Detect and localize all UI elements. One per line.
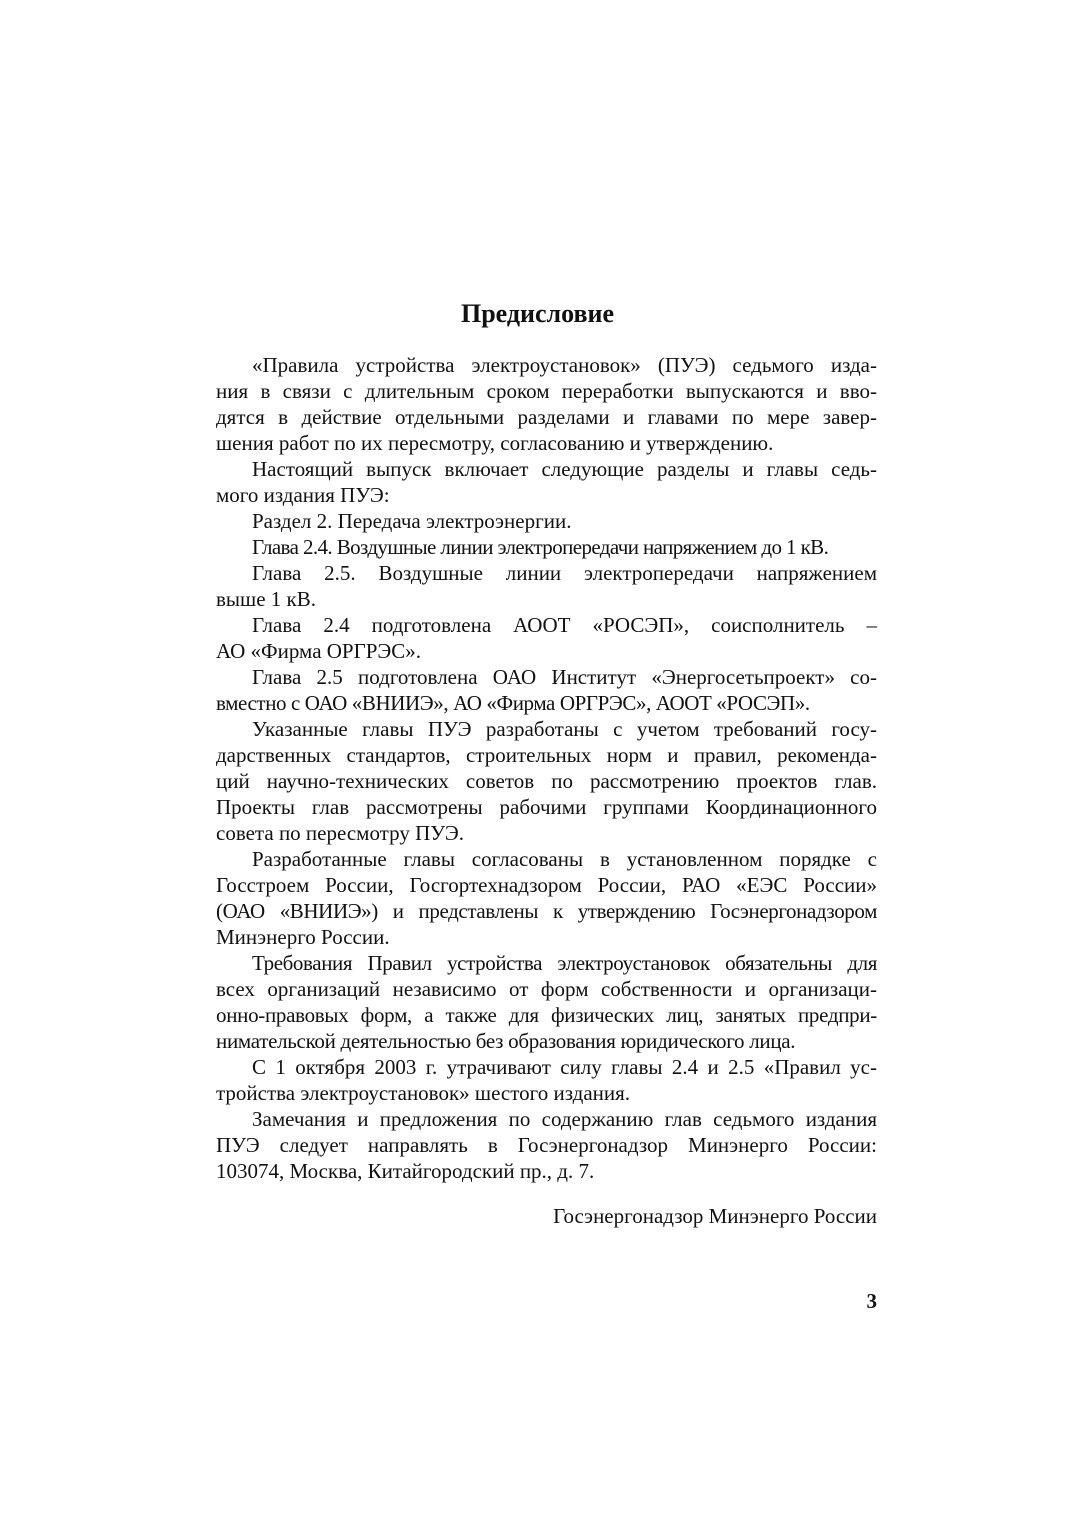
text-line: дарственных стандартов, строительных норм и правил, рекоменда- — [216, 743, 877, 767]
text-line: ния в связи с длительным сроком переработки выпускаются и вво- — [216, 379, 877, 403]
paragraph-feedback — [216, 1106, 877, 1184]
text-line: Проекты глав рассмотрены рабочими группами Координационного — [216, 795, 877, 819]
text-line: Глава 2.5. Воздушные линии электропередачи напряжением — [252, 561, 877, 585]
paragraph-prepared-2-4 — [216, 612, 877, 664]
foreword-body — [216, 352, 877, 1184]
paragraph-effective-date — [216, 1054, 877, 1106]
text-line: мого издания ПУЭ: — [216, 483, 390, 507]
text-line: Настоящий выпуск включает следующие разделы и главы седь- — [252, 457, 877, 481]
paragraph-section-2 — [216, 508, 877, 534]
text-line: Указанные главы ПУЭ разработаны с учетом требований госу- — [252, 717, 877, 741]
paragraph-chapter-2-4 — [216, 534, 877, 560]
text-line: нимательской деятельностью без образования юридического лица. — [216, 1029, 796, 1053]
text-line: шения работ по их пересмотру, согласованию и утверждению. — [216, 431, 774, 455]
text-line: Требования Правил устройства электроустановок обязательны для — [252, 951, 877, 975]
paragraph-approved — [216, 846, 877, 950]
text-line: онно-правовых форм, а также для физических лиц, занятых предпри- — [216, 1003, 877, 1027]
text-line: «Правила устройства электроустановок» (ПУЭ) седьмого изда- — [252, 353, 877, 377]
text-line: Замечания и предложения по содержанию глав седьмого издания — [252, 1107, 877, 1131]
paragraph-requirements — [216, 950, 877, 1054]
paragraph-chapter-2-5 — [216, 560, 877, 612]
text-line: дятся в действие отдельными разделами и главами по мере завер- — [216, 405, 877, 429]
paragraph-intro — [216, 352, 877, 456]
text-line: выше 1 кВ. — [216, 587, 316, 611]
paragraph-prepared-2-5 — [216, 664, 877, 716]
text-line: Минэнерго России. — [216, 925, 390, 949]
text-line: Глава 2.4. Воздушные линии электропередачи напряжением до 1 кВ. — [252, 535, 829, 559]
text-line: Глава 2.5 подготовлена ОАО Институт «Энергосетьпроект» со- — [252, 665, 877, 689]
text-line: тройства электроустановок» шестого издания. — [216, 1081, 631, 1105]
text-line: С 1 октября 2003 г. утрачивают силу главы 2.4 и 2.5 «Правил ус- — [252, 1055, 877, 1079]
text-line: 103074, Москва, Китайгородский пр., д. 7. — [216, 1159, 595, 1183]
text-line: всех организаций независимо от форм собственности и организаци- — [216, 977, 877, 1001]
text-line: Разработанные главы согласованы в установленном порядке с — [252, 847, 877, 871]
text-line: совета по пересмотру ПУЭ. — [216, 821, 464, 845]
text-line: вместно с ОАО «ВНИИЭ», АО «Фирма ОРГРЭС», АООТ «РОСЭП». — [216, 691, 810, 715]
paragraph-contents — [216, 456, 877, 508]
text-line: ПУЭ следует направлять в Госэнергонадзор Минэнерго России: — [216, 1133, 877, 1157]
text-line: Раздел 2. Передача электроэнергии. — [252, 509, 572, 533]
signature: Госэнергонадзор Минэнерго России — [553, 1204, 877, 1228]
paragraph-developed — [216, 716, 877, 846]
text-line: Госстроем России, Госгортехнадзором России, РАО «ЕЭС России» — [216, 873, 877, 897]
text-line: Глава 2.4 подготовлена АООТ «РОСЭП», соисполнитель – — [252, 613, 877, 637]
page-number: 3 — [866, 1289, 877, 1313]
text-line: ций научно-технических советов по рассмотрению проектов глав. — [216, 769, 877, 793]
page-title: Предисловие — [460, 299, 615, 328]
text-line: АО «Фирма ОРГРЭС». — [216, 639, 422, 663]
text-line: (ОАО «ВНИИЭ») и представлены к утверждению Госэнергонадзором — [216, 899, 877, 923]
